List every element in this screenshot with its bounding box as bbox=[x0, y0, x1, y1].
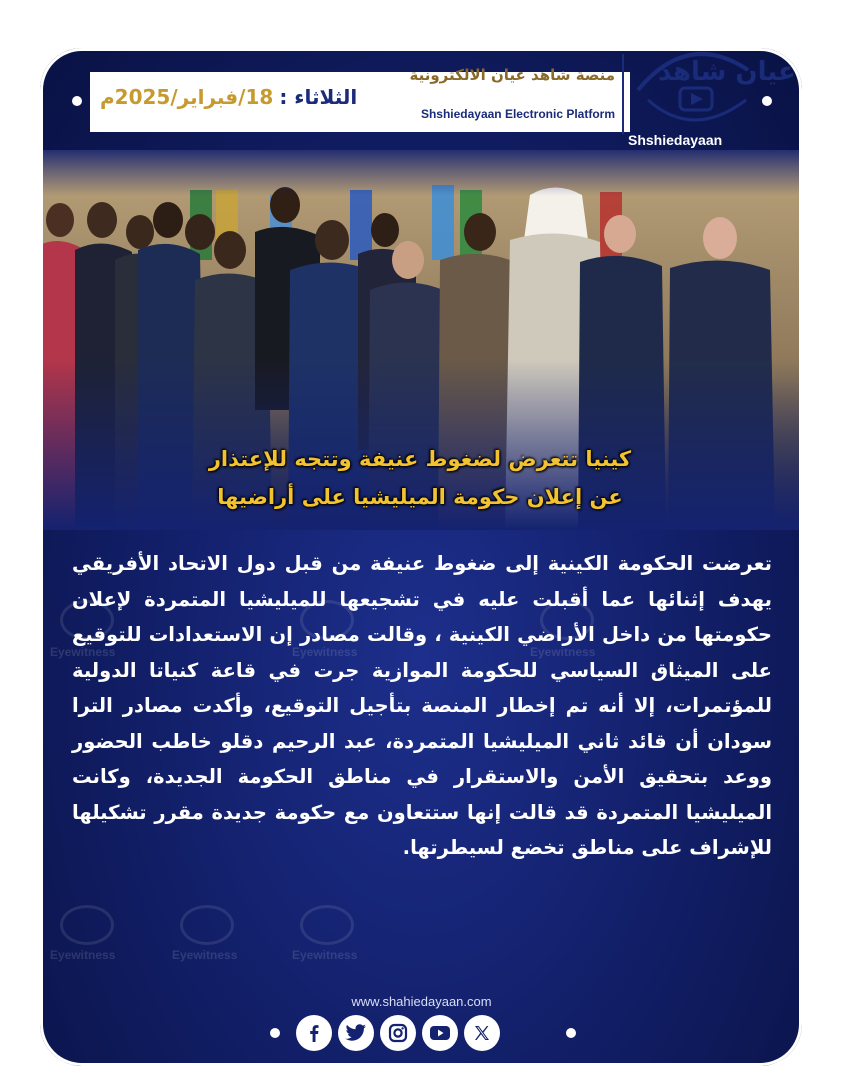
logo-name: Shshiedayaan bbox=[628, 132, 723, 148]
watermark-text: Eyewitness bbox=[50, 645, 116, 659]
date-value: 18/فبراير/2025م bbox=[100, 85, 274, 109]
corner-dot bbox=[762, 96, 772, 106]
facebook-icon[interactable] bbox=[296, 1015, 332, 1051]
watermark-text: Eyewitness bbox=[50, 948, 116, 962]
x-icon[interactable] bbox=[464, 1015, 500, 1051]
date-day: الثلاثاء : bbox=[279, 85, 358, 109]
social-links bbox=[296, 1015, 500, 1051]
date-line bbox=[100, 85, 357, 109]
corner-dot bbox=[72, 96, 82, 106]
twitter-icon[interactable] bbox=[338, 1015, 374, 1051]
headline bbox=[150, 440, 690, 516]
footer-dot bbox=[566, 1028, 576, 1038]
watermark-logo bbox=[300, 905, 354, 945]
watermark-text: Eyewitness bbox=[530, 645, 596, 659]
youtube-icon[interactable] bbox=[422, 1015, 458, 1051]
website-link[interactable]: www.shahiedayaan.com bbox=[351, 994, 492, 1009]
logo-mark-ar: عيان شاهد bbox=[658, 57, 796, 87]
instagram-icon[interactable] bbox=[380, 1015, 416, 1051]
watermark-text: Eyewitness bbox=[292, 645, 358, 659]
article-body: تعرضت الحكومة الكينية إلى ضغوط عنيفة من قبل دول الاتحاد الأفريقي يهدف إثنائها عما أقبلت عليه في تشجيعها للميليشيا المتمردة لإعلان حكومتها من داخل الأراضي الكينية ، وقالت مصادر إن الاستعدادات للتوقيع على الميثاق السياسي للحكومة الموازية جرت في قاعة كنياتا الدولية للمؤتمرات، إلا أنه تم إخطار المنصة بتأجيل التوقيع، وأكدت مصادر الترا سودان أن قائد ثاني الميليشيا المتمردة، عبد الرحيم دقلو خاطب الحضور ووعد بتحقيق الأمن والاستقرار في مناطق الحكومة الجديدة، وكانت الميليشيا المتمردة قد قالت إنها ستتعاون مع حكومة جديدة مقرر تشكيلها للإشراف على مناطق تخضع لسيطرتها. bbox=[72, 552, 772, 859]
headline-line-1: كينيا تتعرض لضغوط عنيفة وتتجه للإعتذار bbox=[208, 447, 632, 471]
footer-dot bbox=[270, 1028, 280, 1038]
header-divider bbox=[622, 54, 624, 134]
headline-line-2: عن إعلان حكومة الميليشيا على أراضيها bbox=[217, 485, 623, 509]
watermark-logo bbox=[180, 905, 234, 945]
platform-name-ar: منصة شاهد عيان الالكترونية bbox=[409, 66, 615, 84]
watermark-text: Eyewitness bbox=[292, 948, 358, 962]
watermark-logo bbox=[60, 905, 114, 945]
platform-name-en: Shshiedayaan Electronic Platform bbox=[420, 107, 615, 121]
watermark-text: Eyewitness bbox=[172, 948, 238, 962]
